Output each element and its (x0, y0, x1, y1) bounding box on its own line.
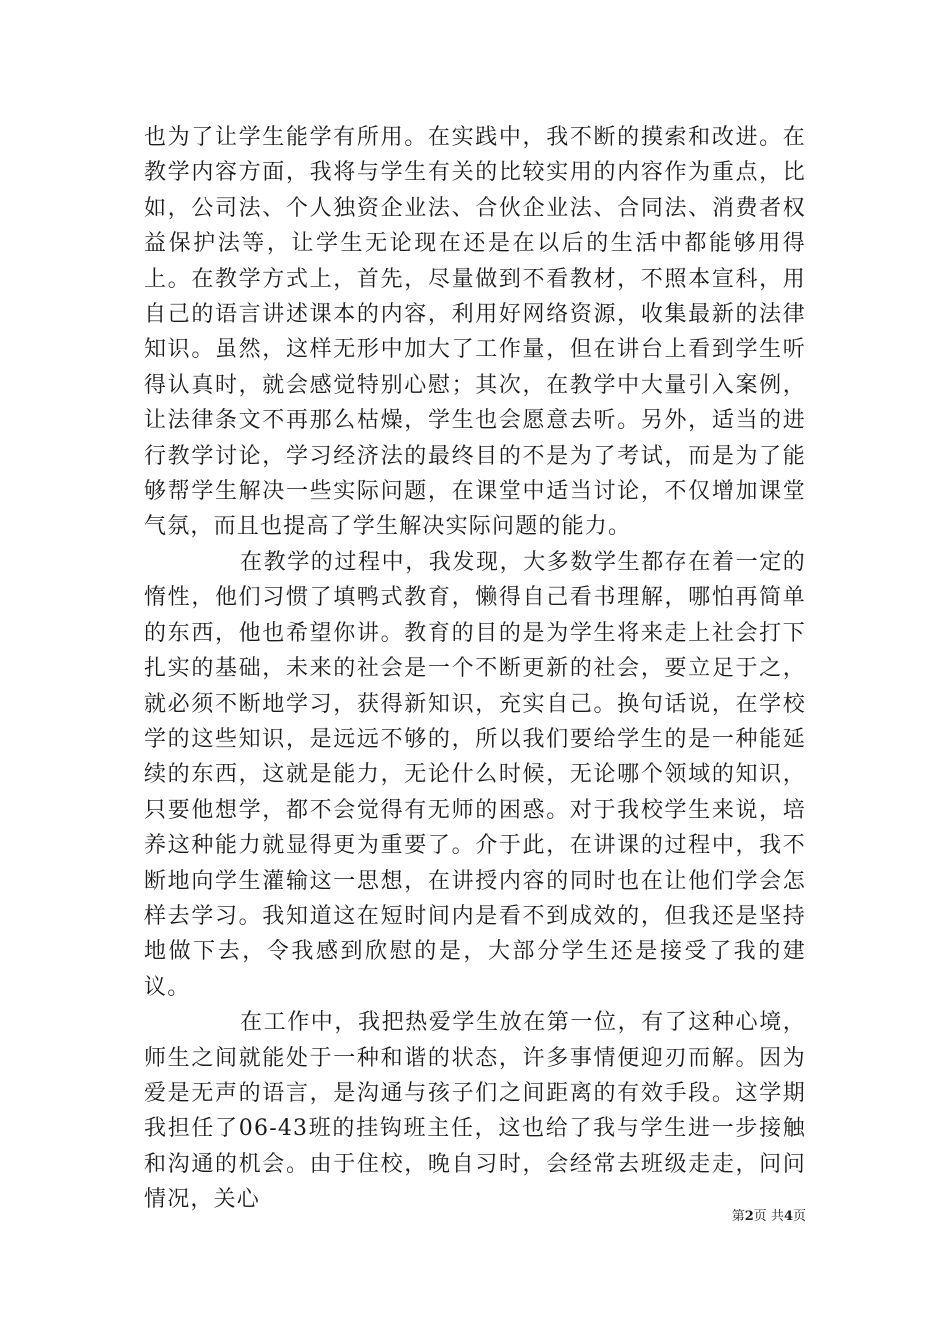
current-page-number: 2 (744, 1209, 754, 1224)
total-pages-number: 4 (783, 1209, 793, 1224)
paragraph-2: 在教学的过程中，我发现，大多数学生都存在着一定的惰性，他们习惯了填鸭式教育，懒得自己看书理解，哪怕再简单的东西，他也希望你讲。教育的目的是为学生将来走上社会打下扎实的基础，未来的社会是一个不断更新的社会，要立足于之，就必须不断地学习，获得新知识，充实自己。换句话说，在学校学的这些知识，是远远不够的，所以我们要给学生的是一种能延续的东西，这就是能力，无论什么时候，无论哪个领域的知识，只要他想学，都不会觉得有无师的困惑。对于我校学生来说，培养这种能力就显得更为重要了。介于此，在讲课的过程中，我不断地向学生灌输这一思想，在讲授内容的同时也在让他们学会怎样去学习。我知道这在短时间内是看不到成效的，但我还是坚持地做下去，令我感到欣慰的是，大部分学生还是接受了我的建议。 (144, 549, 806, 1000)
page-number-suffix: 页 (792, 1209, 806, 1224)
page-number-prefix: 第 (731, 1209, 745, 1224)
body-text (144, 120, 806, 1218)
page-number-middle: 页 共 (753, 1209, 784, 1224)
paragraph-3: 在工作中，我把热爱学生放在第一位，有了这种心境，师生之间就能处于一种和谐的状态，许多事情便迎刃而解。因为爱是无声的语言，是沟通与孩子们之间距离的有效手段。这学期我担任了06-43班的挂钩班主任，这也给了我与学生进一步接触和沟通的机会。由于住校，晚自习时，会经常去班级走走，问问情况，关心 (144, 1010, 806, 1213)
page-number (700, 1205, 806, 1224)
paragraph-1: 也为了让学生能学有所用。在实践中，我不断的摸索和改进。在教学内容方面，我将与学生有关的比较实用的内容作为重点，比如，公司法、个人独资企业法、合伙企业法、合同法、消费者权益保护法等，让学生无论现在还是在以后的生活中都能够用得上。在教学方式上，首先，尽量做到不看教材，不照本宣科，用自己的语言讲述课本的内容，利用好网络资源，收集最新的法律知识。虽然，这样无形中加大了工作量，但在讲台上看到学生听得认真时，就会感觉特别心慰；其次，在教学中大量引入案例，让法律条文不再那么枯燥，学生也会愿意去听。另外，适当的进行教学讨论，学习经济法的最终目的不是为了考试，而是为了能够帮学生解决一些实际问题，在课堂中适当讨论，不仅增加课堂气氛，而且也提高了学生解决实际问题的能力。 (144, 125, 806, 540)
